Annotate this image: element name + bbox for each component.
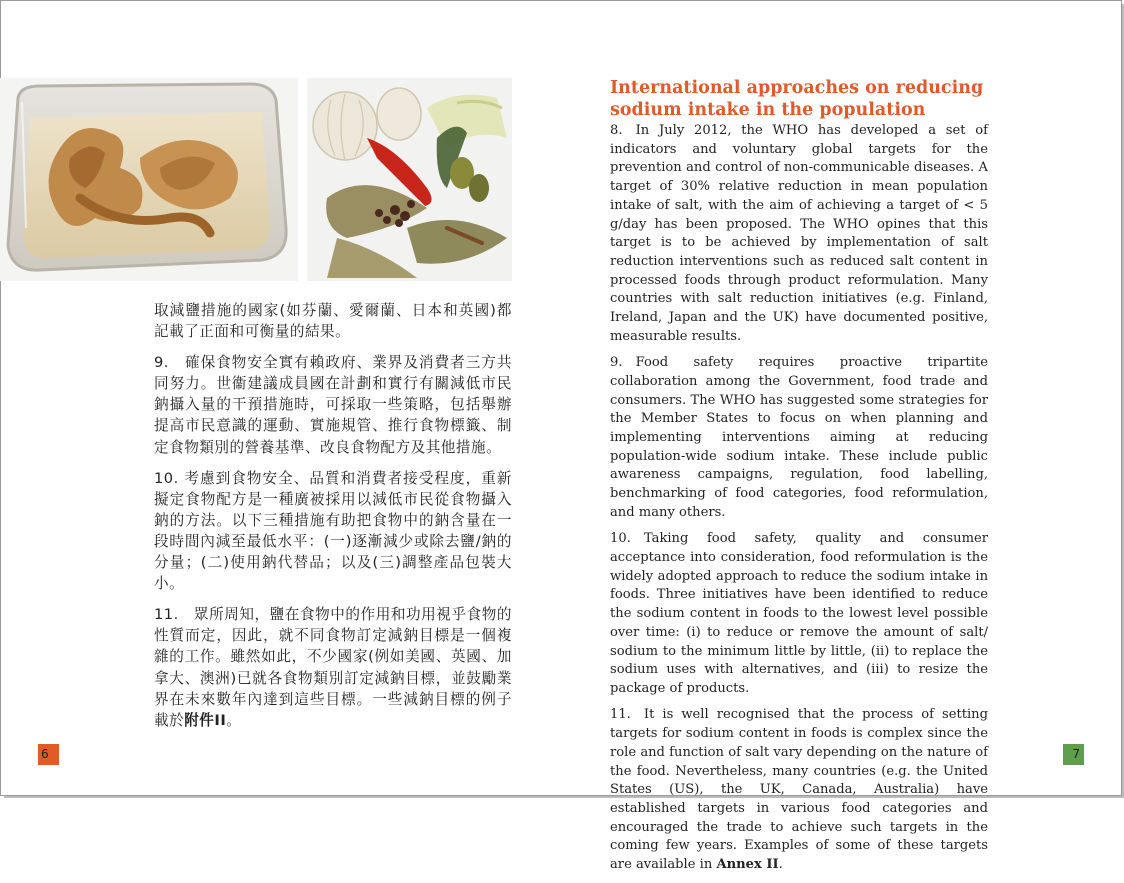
right-paragraph: 9. Food safety requires proactive tripartite collaboration among the Government, food trade and consumers. The WHO has suggested some strategies for the Member States to focus on when planning and implementing interventions aiming at reducing population-wide sodium intake. These include public awareness campaigns, regulation, food labelling, benchmarking of food categories, food reformulation, and many others. (610, 355, 988, 520)
right-paragraph (610, 706, 988, 874)
left-paragraph (154, 604, 512, 731)
paragraph-text: 11. It is well recognised that the process of setting targets for sodium content in foods is complex since the role and function of salt vary depending on the nature of the food. Nevertheless, many countries (e.g. the United States (US), the UK, Canada, Australia) have established targets in various food categories and encouraged the trade to achieve such targets in the coming few years. Examples of some of these targets are available in (610, 707, 988, 873)
paragraph-end: . (778, 857, 783, 873)
right-page-text (610, 122, 988, 883)
annex-reference: Annex II (716, 857, 779, 873)
left-page-text (154, 300, 512, 741)
paragraph-text: 11. 眾所周知，鹽在食物中的作用和功用視乎食物的性質而定，因此，就不同食物訂定減鈉目標是一個複雜的工作。雖然如此，不少國家(例如美國、英國、加拿大、澳洲)已就各食物類別訂定減鈉目標，並鼓勵業界在未來數年內達到這些目標。一些減鈉目標的例子載於 (154, 606, 512, 729)
photo-food-container (0, 78, 298, 281)
left-paragraph: 9. 確保食物安全實有賴政府、業界及消費者三方共同努力。世衞建議成員國在計劃和實行有關減低市民鈉攝入量的干預措施時，可採取一些策略，包括舉辦提高市民意識的運動、實施規管、推行食物標籤、制定食物類別的營養基準、改良食物配方及其他措施。 (154, 354, 512, 456)
left-paragraph: 10. 考慮到食物安全、品質和消費者接受程度，重新擬定食物配方是一種廣被採用以減低市民從食物攝入鈉的方法。以下三種措施有助把食物中的鈉含量在一段時間內減至最低水平：(一)逐漸減少或除去鹽/鈉的分量；(二)使用鈉代替品；以及(三)調整產品包裝大小。 (154, 469, 512, 593)
page-number-right: 7 (1063, 744, 1084, 765)
right-paragraph: 8. In July 2012, the WHO has developed a set of indicators and voluntary global targets for the prevention and control of non-communicable diseases. A target of 30% relative reduction in mean population intake of salt, with the aim of achieving a target of < 5 g/day has been proposed. The WHO opines that this target is to be achieved by implementation of salt reduction interventions such as reduced salt content in processed foods through product reformulation. Many countries with salt reduction initiatives (e.g. Finland, Ireland, Japan and the UK) have documented positive, measurable results. (610, 123, 988, 344)
section-heading: International approaches on reducing sodium intake in the population (610, 78, 984, 120)
page-number-left: 6 (38, 744, 59, 765)
right-paragraph: 10. Taking food safety, quality and consumer acceptance into consideration, food reformulation is the widely adopted approach to reduce the sodium intake in foods. Three initiatives have been identified to reduce the sodium content in foods to the lowest level possible over time: (i) to reduce or remove the amount of salt/ sodium to the minimum little by little, (ii) to replace the sodium uses with alternatives, and (iii) to resize the package of products. (610, 531, 988, 696)
paragraph-end: 。 (226, 711, 242, 729)
photo-spices (307, 78, 512, 281)
left-paragraph: 取減鹽措施的國家(如芬蘭、愛爾蘭、日本和英國)都記載了正面和可衡量的結果。 (154, 302, 512, 341)
annex-reference: 附件II (184, 711, 227, 729)
